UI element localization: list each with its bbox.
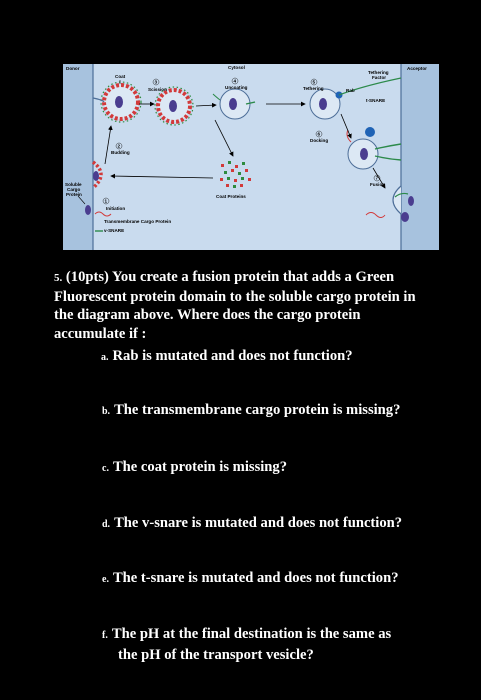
- question-part-c: [102, 458, 287, 479]
- part-a-letter: a.: [101, 352, 109, 363]
- donor-cargo-protein: [85, 205, 91, 215]
- question-part-b: [102, 401, 400, 422]
- label-cytosol: Cytosol: [228, 65, 245, 70]
- label-soluble-1: Soluble: [65, 182, 82, 187]
- part-c-letter: c.: [102, 463, 109, 474]
- label-tethering: Tethering: [303, 86, 324, 91]
- part-d-letter: d.: [102, 519, 111, 530]
- label-rab: Rab: [346, 88, 355, 93]
- label-budding: Budding: [111, 150, 130, 155]
- part-f-text-line1: The pH at the final destination is the same as: [111, 626, 392, 642]
- acceptor-compartment: [401, 64, 439, 250]
- part-d-text: The v-snare is mutated and does not function?: [114, 515, 403, 531]
- label-v-snare: v-SNARE: [104, 228, 125, 233]
- label-donor: Donor: [66, 66, 80, 71]
- part-b-text: The transmembrane cargo protein is missing?: [114, 402, 401, 418]
- step5-number: 5: [312, 79, 316, 85]
- label-tethering-factor-1: Tethering: [368, 70, 389, 75]
- label-acceptor: Acceptor: [407, 66, 427, 71]
- label-transmembrane: Transmembrane Cargo Protein: [104, 219, 172, 224]
- question-part-d: [102, 514, 402, 535]
- label-t-snare: t-SNARE: [366, 98, 386, 103]
- label-coat: Coat: [115, 74, 126, 79]
- question-5: [54, 268, 434, 343]
- label-scission: Scission: [148, 87, 167, 92]
- question-part-f: [102, 625, 391, 664]
- part-f-letter: f.: [102, 630, 108, 641]
- question-part-a: [101, 347, 353, 368]
- part-f-text-line2: the pH of the transport vesicle?: [118, 646, 314, 663]
- label-docking: Docking: [310, 138, 329, 143]
- question-part-e: [102, 569, 399, 590]
- step7-number: 7: [375, 175, 379, 181]
- label-soluble-3: Protein: [66, 192, 82, 197]
- part-b-letter: b.: [102, 406, 111, 417]
- step4-number: 4: [233, 78, 237, 84]
- question-number: 5.: [54, 272, 63, 284]
- part-e-letter: e.: [102, 574, 109, 585]
- label-initiation: Initiation: [106, 206, 126, 211]
- step3-number: 3: [154, 79, 158, 85]
- part-c-text: The coat protein is missing?: [112, 459, 288, 475]
- vesicle-transport-diagram: [63, 64, 439, 250]
- step2-number: 2: [117, 143, 121, 149]
- label-fusion: Fusion: [370, 182, 386, 187]
- donor-compartment: [63, 64, 93, 250]
- label-tethering-factor-2: Factor: [372, 75, 387, 80]
- question-text: (10pts) You create a fusion protein that adds a Green Fluorescent protein domain to the soluble cargo protein in the diagram above. Where does the cargo protein accumulate if :: [54, 269, 416, 342]
- step6-number: 6: [317, 131, 321, 137]
- part-a-text: Rab is mutated and does not function?: [112, 348, 353, 364]
- label-soluble-2: Cargo: [67, 187, 81, 192]
- step1-number: 1: [104, 198, 108, 204]
- part-e-text: The t-snare is mutated and does not function?: [112, 570, 399, 586]
- label-uncoating: Uncoating: [225, 85, 248, 90]
- label-coat-proteins: Coat Proteins: [216, 194, 246, 199]
